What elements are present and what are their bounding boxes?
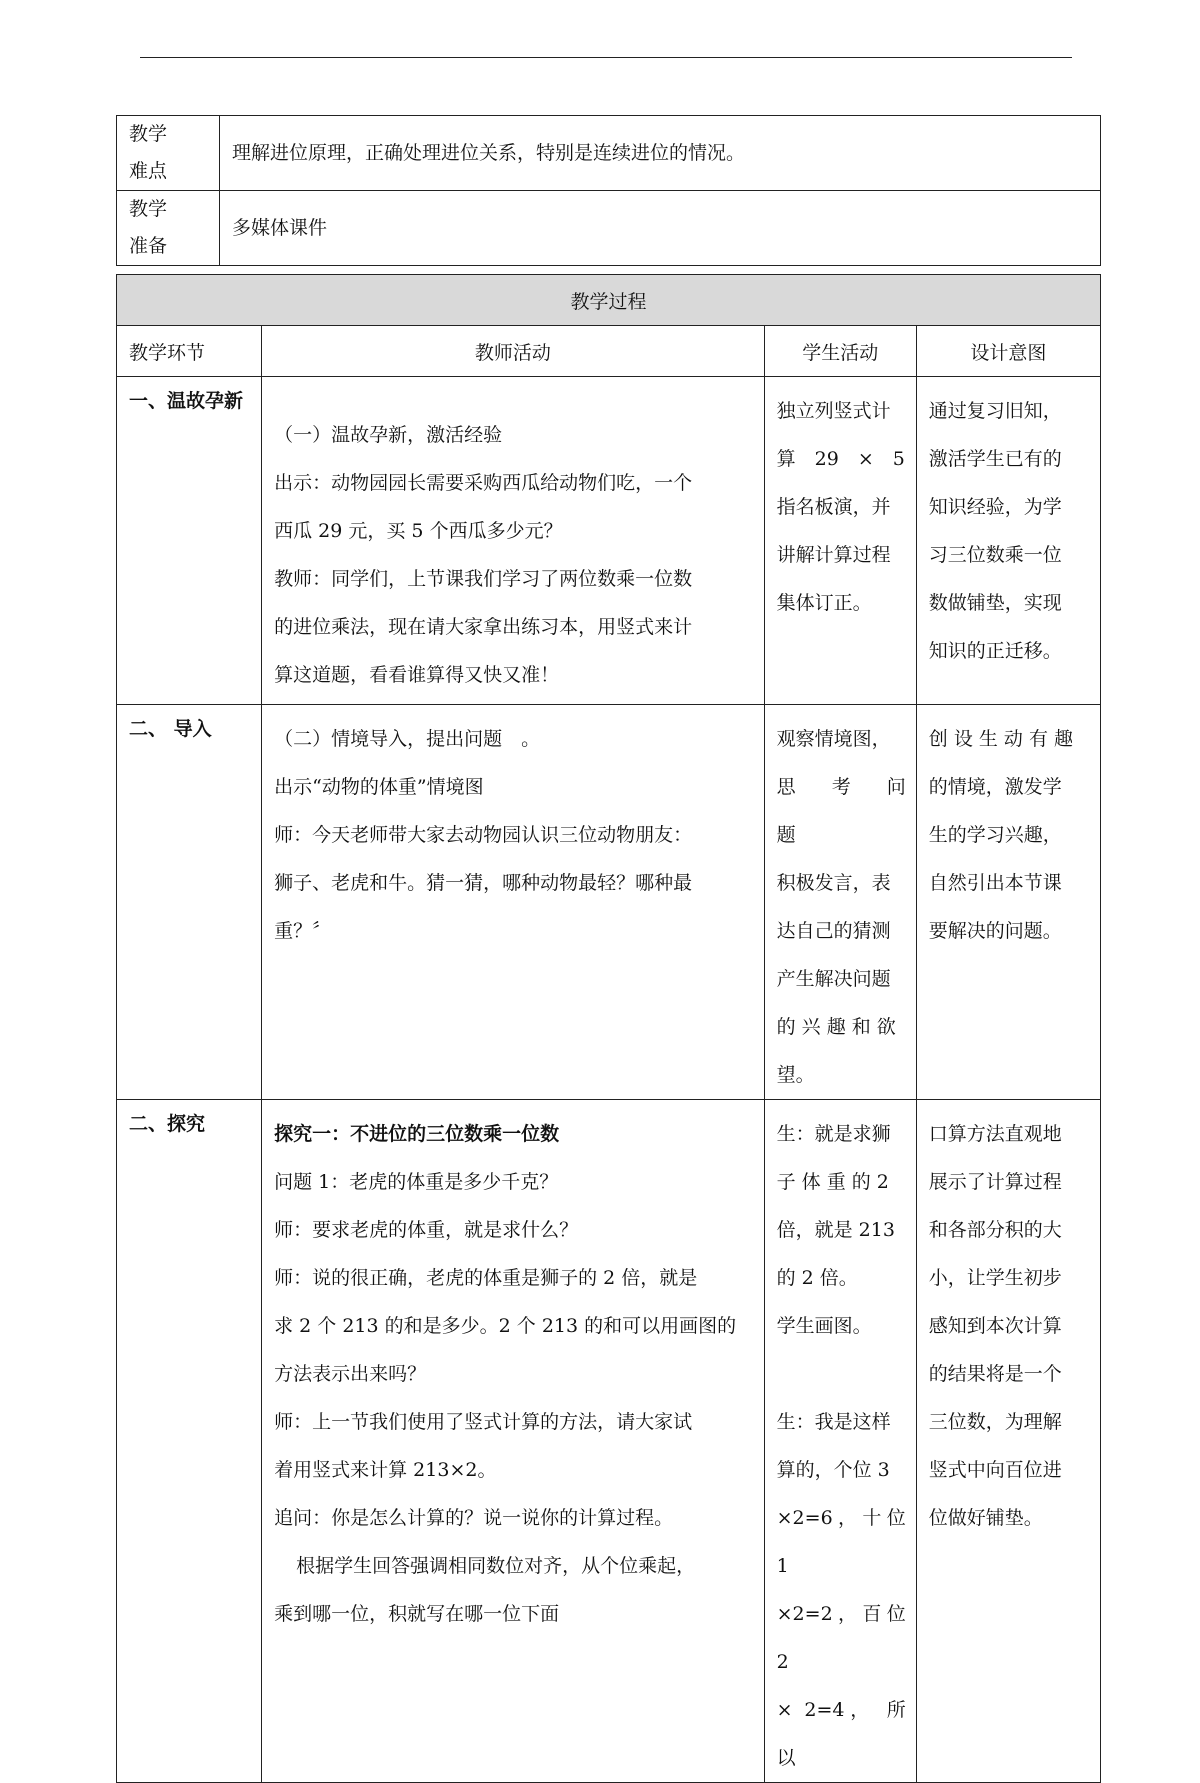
column-header-row xyxy=(117,326,1101,377)
difficulty-content: 理解进位原理，正确处理进位关系，特别是连续进位的情况。 xyxy=(220,116,1101,191)
header-teacher: 教师活动 xyxy=(262,326,765,377)
design-intent-cell: 通过复习旧知， 激活学生已有的 知识经验，为学 习三位数乘一位 数做铺垫，实现 知识的正迁移。 xyxy=(916,377,1100,705)
student-activity-cell: 观察情境图， 思 考 问 题 积极发言，表 达自己的猜测 产生解决问题 的 兴 趣 和 欲 望。 xyxy=(764,705,916,1100)
stage-cell: 一、温故孕新 xyxy=(117,377,262,705)
teacher-activity-cell: 探究一：不进位的三位数乘一位数 问题 1：老虎的体重是多少千克？ 师：要求老虎的体重，就是求什么？ 师：说的很正确，老虎的体重是狮子的 2 倍，就是 求 2 个 213 的和是多少。2 个 213 的和可以用画图的 方法表示出来吗？ 师：上一节我们使用了竖式计算的方法，请大家试 着用竖式来计算 213×2。 追问：你是怎么计算的？说一说你的计算过程。 根据学生回答强调相同数位对齐，从个位乘起， 乘到哪一位，积就写在哪一位下面 xyxy=(262,1100,765,1783)
process-band-title: 教学过程 xyxy=(117,275,1101,326)
process-row-intro xyxy=(117,705,1101,1100)
design-intent-cell: 创 设 生 动 有 趣 的情境，激发学 生的学习兴趣， 自然引出本节课 要解决的问题。 xyxy=(916,705,1100,1100)
header-design: 设计意图 xyxy=(916,326,1100,377)
info-table xyxy=(116,115,1101,266)
difficulty-label: 教学 难点 xyxy=(117,116,220,191)
teacher-activity-cell: （一）温故孕新，激活经验 出示：动物园园长需要采购西瓜给动物们吃，一个 西瓜 29 元，买 5 个西瓜多少元？ 教师：同学们，上节课我们学习了两位数乘一位数 的进位乘法，现在请大家拿出练习本，用竖式来计 算这道题，看看谁算得又快又准！ xyxy=(262,377,765,705)
process-row-review xyxy=(117,377,1101,705)
student-activity-cell: 独立列竖式计 算 29 × 5 指名板演，并 讲解计算过程 集体订正。 xyxy=(764,377,916,705)
process-row-explore xyxy=(117,1100,1101,1783)
difficulty-row xyxy=(117,116,1101,191)
process-band-row xyxy=(117,275,1101,326)
teacher-activity-cell: （二）情境导入，提出问题 。 出示“动物的体重”情境图 师：今天老师带大家去动物园认识三位动物朋友： 狮子、老虎和牛。猜一猜，哪种动物最轻？哪种最 重？〞 xyxy=(262,705,765,1100)
preparation-row xyxy=(117,191,1101,266)
design-intent-cell: 口算方法直观地 展示了计算过程 和各部分积的大 小，让学生初步 感知到本次计算 的结果将是一个 三位数，为理解 竖式中向百位进 位做好铺垫。 xyxy=(916,1100,1100,1783)
header-rule xyxy=(140,57,1072,58)
stage-cell: 二、探究 xyxy=(117,1100,262,1783)
student-activity-cell: 生：就是求狮 子 体 重 的 2 倍，就是 213 的 2 倍。 学生画图。 生：我是这样 算的，个位 3 ×2=6，十位 1 ×2=2，百位 2 × 2=4， 所 以 xyxy=(764,1100,916,1783)
process-table xyxy=(116,274,1101,1783)
preparation-content: 多媒体课件 xyxy=(220,191,1101,266)
header-stage: 教学环节 xyxy=(117,326,262,377)
stage-cell: 二、 导入 xyxy=(117,705,262,1100)
preparation-label: 教学 准备 xyxy=(117,191,220,266)
header-student: 学生活动 xyxy=(764,326,916,377)
explore-heading: 探究一：不进位的三位数乘一位数 xyxy=(274,1123,560,1145)
